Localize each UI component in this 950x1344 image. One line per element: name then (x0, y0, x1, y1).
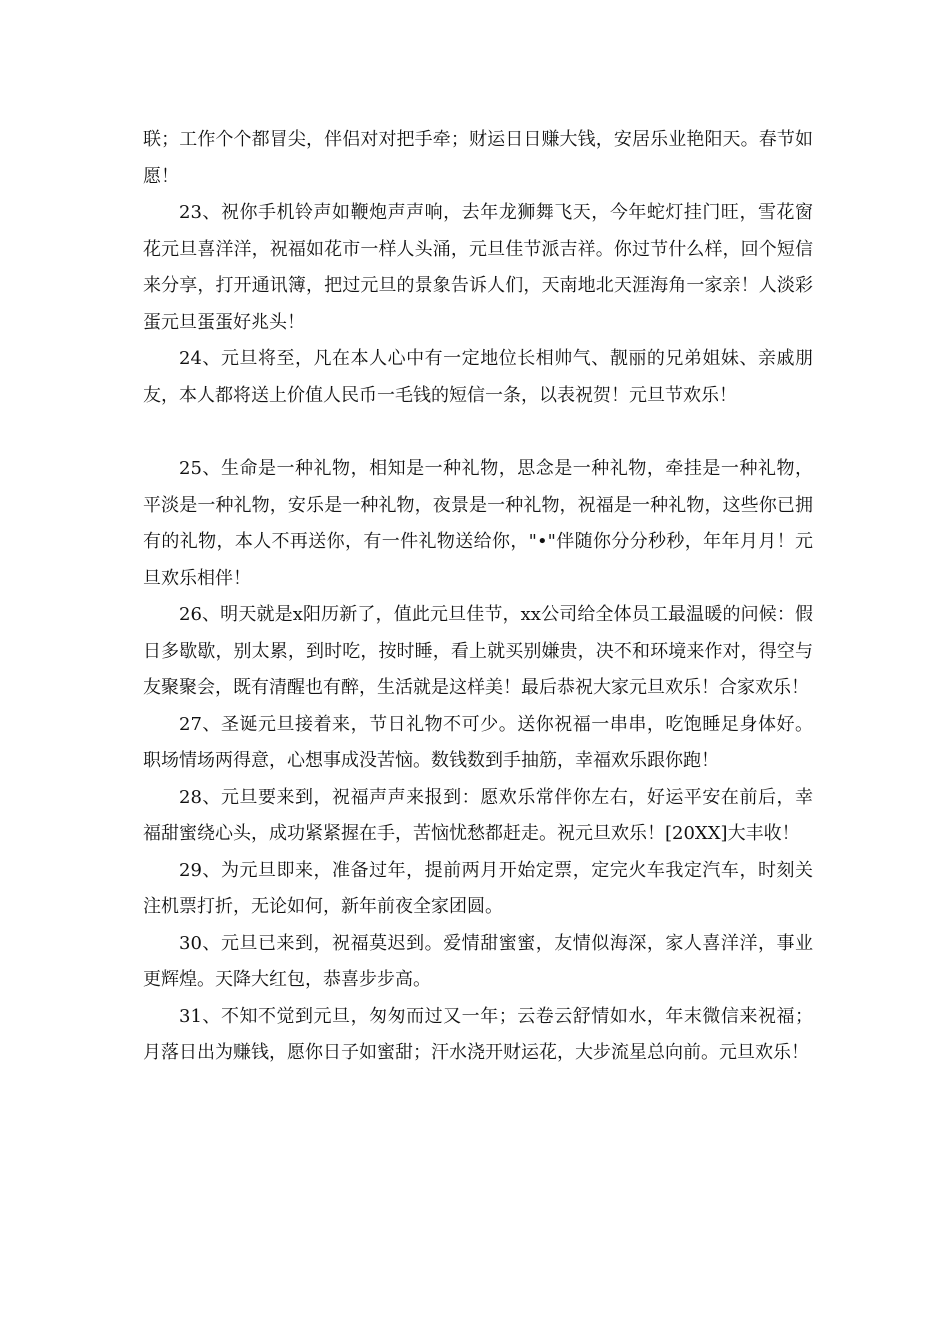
paragraph-29: 29、为元旦即来，准备过年，提前两月开始定票，定完火车我定汽车，时刻关注机票打折，无论如何，新年前夜全家团圆。 (143, 859, 813, 917)
paragraph-30: 30、元旦已来到，祝福莫迟到。爱情甜蜜蜜，友情似海深，家人喜洋洋，事业更辉煌。天降大红包，恭喜步步高。 (143, 932, 813, 990)
paragraph-27: 27、圣诞元旦接着来，节日礼物不可少。送你祝福一串串，吃饱睡足身体好。职场情场两得意，心想事成没苦恼。数钱数到手抽筋，幸福欢乐跟你跑！ (143, 713, 813, 771)
paragraph-28: 28、元旦要来到，祝福声声来报到：愿欢乐常伴你左右，好运平安在前后，幸福甜蜜绕心头，成功紧紧握在手，苦恼忧愁都赶走。祝元旦欢乐！[20XX]大丰收！ (143, 786, 813, 844)
paragraph-spacer (143, 414, 813, 451)
paragraph-23: 23、祝你手机铃声如鞭炮声声响，去年龙狮舞飞天，今年蛇灯挂门旺，雪花窗花元旦喜洋洋，祝福如花市一样人头涌，元旦佳节派吉祥。你过节什么样，回个短信来分享，打开通讯簿，把过元旦的景象告诉人们，天南地北天涯海角一家亲！人淡彩蛋元旦蛋蛋好兆头！ (143, 202, 813, 333)
paragraph-continued: 联；工作个个都冒尖，伴侣对对把手牵；财运日日赚大钱，安居乐业艳阳天。春节如愿！ (143, 129, 813, 187)
document-body (143, 122, 813, 1072)
paragraph-26: 26、明天就是x阳历新了，值此元旦佳节，xx公司给全体员工最温暖的问候：假日多歇歇，别太累，到时吃，按时睡，看上就买别嫌贵，决不和环境来作对，得空与友聚聚会，既有清醒也有醉，生活就是这样美！最后恭祝大家元旦欢乐！合家欢乐！ (143, 604, 813, 698)
paragraph-31: 31、不知不觉到元旦，匆匆而过又一年；云卷云舒情如水，年末微信来祝福；月落日出为赚钱，愿你日子如蜜甜；汗水浇开财运花，大步流星总向前。元旦欢乐！ (143, 1005, 813, 1063)
paragraph-25: 25、生命是一种礼物，相知是一种礼物，思念是一种礼物，牵挂是一种礼物，平淡是一种礼物，安乐是一种礼物，夜景是一种礼物，祝福是一种礼物，这些你已拥有的礼物，本人不再送你，有一件礼物送给你，"•"伴随你分分秒秒，年年月月！元旦欢乐相伴！ (143, 458, 813, 589)
paragraph-24: 24、元旦将至，凡在本人心中有一定地位长相帅气、靓丽的兄弟姐妹、亲戚朋友，本人都将送上价值人民币一毛钱的短信一条，以表祝贺！元旦节欢乐！ (143, 348, 813, 406)
